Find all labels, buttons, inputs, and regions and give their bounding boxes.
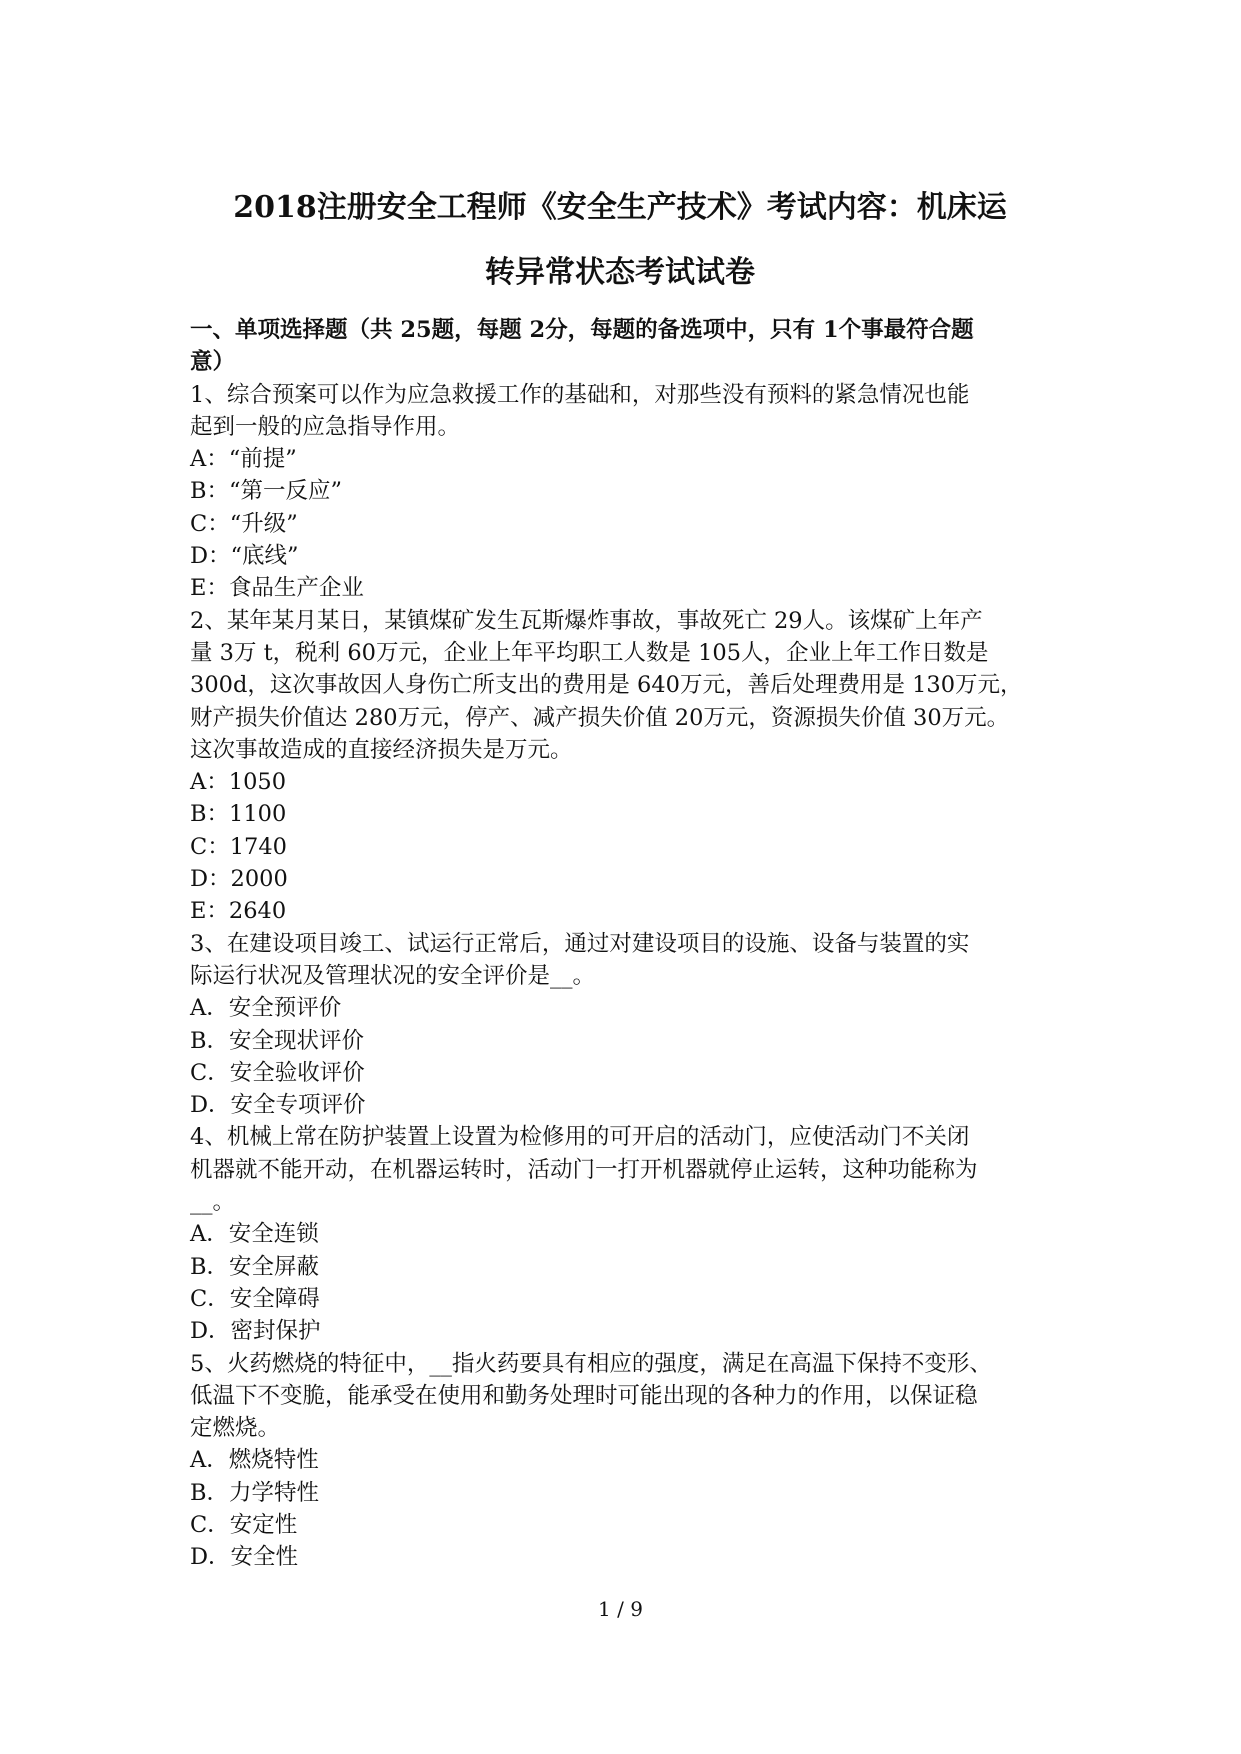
question-text-line: 3、在建设项目竣工、试运行正常后，通过对建设项目的设施、设备与装置的实	[190, 930, 970, 957]
option-d: D．密封保护	[190, 1318, 321, 1345]
option-b: B．力学特性	[190, 1479, 320, 1506]
question-text-line: 300d，这次事故因人身伤亡所支出的费用是 640万元，善后处理费用是 130万元，	[190, 672, 1023, 699]
section-heading-line-1: 一、单项选择题（共 25题，每题 2分，每题的备选项中，只有 1个事最符合题	[190, 317, 974, 343]
question-text-line: 起到一般的应急指导作用。	[190, 413, 461, 440]
question-2	[190, 605, 1070, 928]
option-c: C．安全障碍	[190, 1285, 320, 1312]
question-text-line: 2、某年某月某日，某镇煤矿发生瓦斯爆炸事故，事故死亡 29人。该煤矿上年产	[190, 607, 983, 634]
option-d: D：“底线”	[190, 543, 299, 570]
option-a: A．燃烧特性	[190, 1447, 319, 1474]
option-c: C：“升级”	[190, 510, 298, 537]
option-d: D．安全性	[190, 1544, 299, 1571]
option-c: C．安定性	[190, 1511, 298, 1538]
question-text-line: 际运行状况及管理状况的安全评价是__。	[190, 962, 596, 989]
option-b: B．安全现状评价	[190, 1027, 365, 1054]
page-number: 1 / 9	[598, 1597, 643, 1621]
option-a: A．安全预评价	[190, 995, 342, 1022]
option-b: B：1100	[190, 801, 287, 828]
question-5	[190, 1348, 1070, 1574]
option-b: B．安全屏蔽	[190, 1253, 320, 1280]
question-text-line: 1、综合预案可以作为应急救援工作的基础和，对那些没有预料的紧急情况也能	[190, 381, 970, 408]
question-text-line: __。	[190, 1189, 236, 1216]
question-text-line: 定燃烧。	[190, 1415, 281, 1442]
question-4	[190, 1121, 1070, 1347]
question-text-line: 量 3万 t，税利 60万元，企业上年平均职工人数是 105人，企业上年工作日数是	[190, 639, 989, 666]
option-a: A．安全连锁	[190, 1221, 319, 1248]
option-c: C：1740	[190, 833, 287, 860]
option-b: B：“第一反应”	[190, 478, 343, 505]
option-e: E：2640	[190, 898, 287, 925]
document-body	[190, 314, 1070, 1574]
option-d: D：2000	[190, 866, 288, 893]
document-title-line-1: 2018注册安全工程师《安全生产技术》考试内容：机床运	[233, 190, 1007, 225]
question-text-line: 5、火药燃烧的特征中，__指火药要具有相应的强度，满足在高温下保持不变形、	[190, 1350, 992, 1377]
document-title-line-2: 转异常状态考试试卷	[485, 255, 755, 290]
question-text-line: 机器就不能开动，在机器运转时，活动门一打开机器就停止运转，这种功能称为	[190, 1156, 978, 1183]
question-1	[190, 379, 1070, 605]
question-text-line: 财产损失价值达 280万元，停产、减产损失价值 20万元，资源损失价值 30万元。	[190, 704, 1010, 731]
question-3	[190, 928, 1070, 1122]
question-text-line: 4、机械上常在防护装置上设置为检修用的可开启的活动门，应使活动门不关闭	[190, 1124, 970, 1151]
option-d: D．安全专项评价	[190, 1092, 366, 1119]
option-a: A：“前提”	[190, 446, 297, 473]
section-heading-line-2: 意）	[190, 349, 236, 376]
question-text-line: 这次事故造成的直接经济损失是万元。	[190, 736, 573, 763]
question-text-line: 低温下不变脆，能承受在使用和勤务处理时可能出现的各种力的作用，以保证稳	[190, 1382, 978, 1409]
option-e: E：食品生产企业	[190, 575, 364, 602]
option-a: A：1050	[190, 769, 287, 796]
option-c: C．安全验收评价	[190, 1059, 365, 1086]
